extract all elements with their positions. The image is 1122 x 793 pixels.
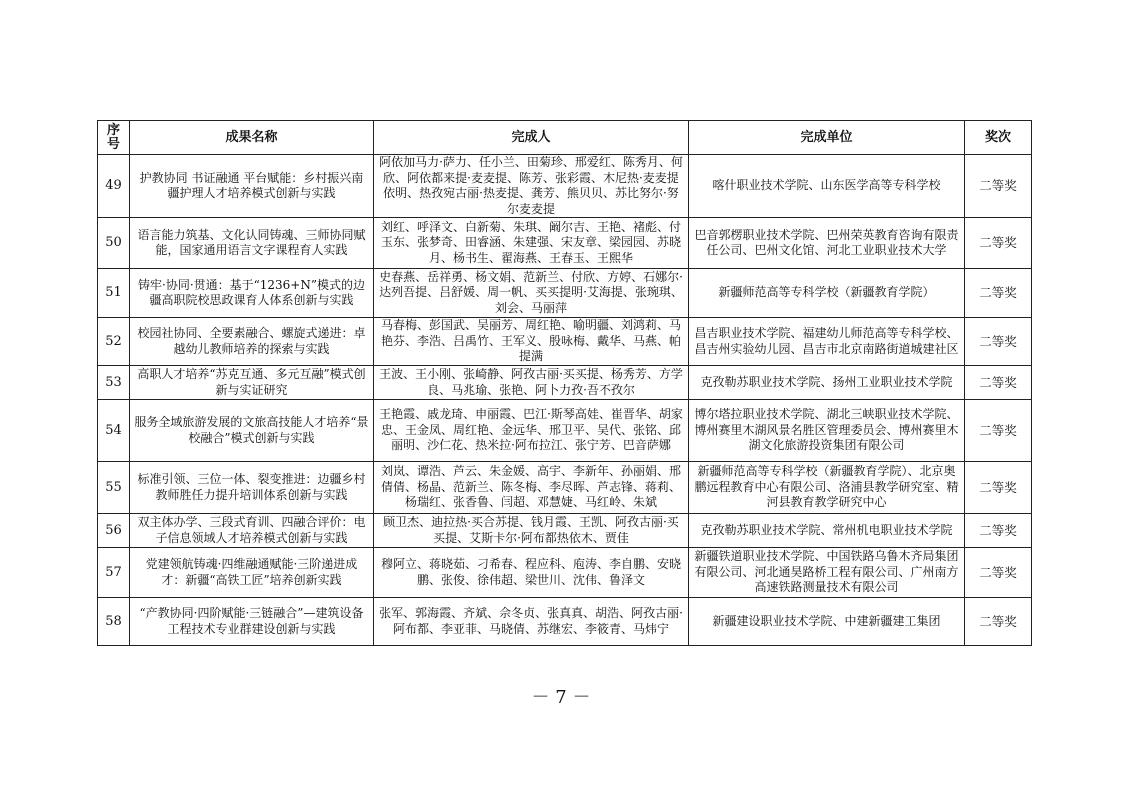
- row-number: 55: [98, 462, 130, 514]
- completing-units: 新疆师范高等专科学校（新疆教育学院）、北京奥鹏远程教育中心有限公司、洛浦县教学研究室、精河县教育教学研究中心: [689, 462, 965, 514]
- award-level: 二等奖: [965, 269, 1032, 318]
- row-number: 54: [98, 400, 130, 462]
- table-row: [98, 462, 1032, 514]
- table-row: [98, 318, 1032, 366]
- award-level: 二等奖: [965, 462, 1032, 514]
- achievement-name: 双主体办学、三段式育训、四融合评价：电子信息领域人才培养模式创新与实践: [130, 514, 374, 548]
- completers: 阿依加马力·萨力、任小兰、田菊珍、邢爱红、陈秀月、何欣、阿依都来提·麦麦提、陈芳、张彩霞、木尼热·麦麦提依明、热孜宛古丽·热麦提、龚芳、熊贝贝、苏比努尔·努尔麦麦提: [374, 155, 689, 218]
- header-persons: 完成人: [374, 121, 689, 155]
- award-table: [97, 120, 1032, 646]
- document-page: [97, 120, 1031, 646]
- completing-units: 喀什职业技术学院、山东医学高等专科学校: [689, 155, 965, 218]
- award-level: 二等奖: [965, 598, 1032, 646]
- completers: 顾卫杰、迪拉热·买合苏提、钱月霞、王凯、阿孜古丽·买买提、艾斯卡尔·阿布都热依木、贾佳: [374, 514, 689, 548]
- table-row: [98, 366, 1032, 400]
- achievement-name: 校园社协同、全要素融合、螺旋式递进：卓越幼儿教师培养的探索与实践: [130, 318, 374, 366]
- row-number: 58: [98, 598, 130, 646]
- completing-units: 新疆铁道职业技术学院、中国铁路乌鲁木齐局集团有限公司、河北通昊路桥工程有限公司、广州南方高速铁路测量技术有限公司: [689, 548, 965, 598]
- row-number: 57: [98, 548, 130, 598]
- achievement-name: 高职人才培养“苏克互通、多元互融”模式创新与实证研究: [130, 366, 374, 400]
- table-row: [98, 598, 1032, 646]
- completing-units: 巴音郭楞职业技术学院、巴州荣英教育咨询有限责任公司、巴州文化馆、河北工业职业技术大学: [689, 218, 965, 269]
- table-row: [98, 218, 1032, 269]
- completing-units: 昌吉职业技术学院、福建幼儿师范高等专科学校、昌吉州实验幼儿园、昌吉市北京南路街道城建社区: [689, 318, 965, 366]
- award-level: 二等奖: [965, 366, 1032, 400]
- achievement-name: “产教协同·四阶赋能·三链融合”—建筑设备工程技术专业群建设创新与实践: [130, 598, 374, 646]
- table-row: [98, 514, 1032, 548]
- achievement-name: 服务全域旅游发展的文旅高技能人才培养“景校融合”模式创新与实践: [130, 400, 374, 462]
- award-level: 二等奖: [965, 514, 1032, 548]
- completing-units: 博尔塔拉职业技术学院、湖北三峡职业技术学院、博州赛里木湖风景名胜区管理委员会、博州赛里木湖文化旅游投资集团有限公司: [689, 400, 965, 462]
- row-number: 49: [98, 155, 130, 218]
- table-row: [98, 269, 1032, 318]
- completers: 穆阿立、蒋晓茹、刁希春、程应科、庖涛、李自鹏、安晓鹏、张俊、徐伟超、梁世川、沈伟、鲁泽文: [374, 548, 689, 598]
- table-row: [98, 400, 1032, 462]
- completers: 王艳霞、戚龙琦、申丽霞、巴江·斯琴高娃、崔晋华、胡家忠、王金凤、周红艳、金远华、邢卫平、吴代、张铭、邱丽明、沙仁花、热米拉·阿布拉江、张宁芳、巴音萨娜: [374, 400, 689, 462]
- table-header-row: [98, 121, 1032, 155]
- award-level: 二等奖: [965, 548, 1032, 598]
- achievement-name: 护教协同 书证融通 平台赋能：乡村振兴南疆护理人才培养模式创新与实践: [130, 155, 374, 218]
- achievement-name: 标准引领、三位一体、裂变推进：边疆乡村教师胜任力提升培训体系创新与实践: [130, 462, 374, 514]
- header-award: 奖次: [965, 121, 1032, 155]
- completers: 史春燕、岳祥勇、杨文娟、范新兰、付欣、方婷、石娜尔·达列吾提、吕舒媛、周一帆、买买提明·艾海提、张琬琪、刘会、马丽萍: [374, 269, 689, 318]
- table-row: [98, 548, 1032, 598]
- completers: 马春梅、彭国武、吴丽芳、周红艳、喻明疆、刘鸿莉、马艳芬、李浩、吕禹竹、王军义、殷咏梅、戴华、马燕、帕提满: [374, 318, 689, 366]
- achievement-name: 党建领航铸魂·四维融通赋能·三阶递进成才：新疆“高铁工匠”培养创新实践: [130, 548, 374, 598]
- completers: 刘红、呼泽文、白新菊、朱琪、阚尔吉、王艳、褚彪、付玉东、张梦奇、田睿涵、朱建强、宋友章、梁园园、苏晓月、杨书生、翟海燕、王春玉、王熙华: [374, 218, 689, 269]
- achievement-name: 铸牢·协同·贯通：基于“1236+N”模式的边疆高职院校思政课育人体系创新与实践: [130, 269, 374, 318]
- header-no: 序号: [98, 121, 130, 155]
- completing-units: 新疆师范高等专科学校（新疆教育学院）: [689, 269, 965, 318]
- row-number: 51: [98, 269, 130, 318]
- table-row: [98, 155, 1032, 218]
- row-number: 56: [98, 514, 130, 548]
- completing-units: 克孜勒苏职业技术学院、扬州工业职业技术学院: [689, 366, 965, 400]
- row-number: 52: [98, 318, 130, 366]
- award-level: 二等奖: [965, 400, 1032, 462]
- completers: 王波、王小刚、张崎静、阿孜古丽·买买提、杨秀芳、方学良、马兆瑜、张艳、阿卜力孜·吾不孜尔: [374, 366, 689, 400]
- achievement-name: 语言能力筑基、文化认同铸魂、三师协同赋能，国家通用语言文字课程育人实践: [130, 218, 374, 269]
- award-level: 二等奖: [965, 318, 1032, 366]
- header-name: 成果名称: [130, 121, 374, 155]
- completing-units: 新疆建设职业技术学院、中建新疆建工集团: [689, 598, 965, 646]
- completers: 张军、郭海霞、齐斌、佘冬贞、张真真、胡浩、阿孜古丽·阿布都、李亚菲、马晓倩、苏继宏、李筱青、马炜宁: [374, 598, 689, 646]
- award-level: 二等奖: [965, 155, 1032, 218]
- page-number: － 7 －: [531, 687, 591, 708]
- header-units: 完成单位: [689, 121, 965, 155]
- row-number: 50: [98, 218, 130, 269]
- award-level: 二等奖: [965, 218, 1032, 269]
- row-number: 53: [98, 366, 130, 400]
- completers: 刘岚、谭浩、芦云、朱金媛、高宇、李新年、孙丽娟、邢倩倩、杨晶、范新兰、陈冬梅、李尽晖、芦志锋、蒋莉、杨瑞红、张香鲁、闫超、邓慧婕、马红岭、朱斌: [374, 462, 689, 514]
- completing-units: 克孜勒苏职业技术学院、常州机电职业技术学院: [689, 514, 965, 548]
